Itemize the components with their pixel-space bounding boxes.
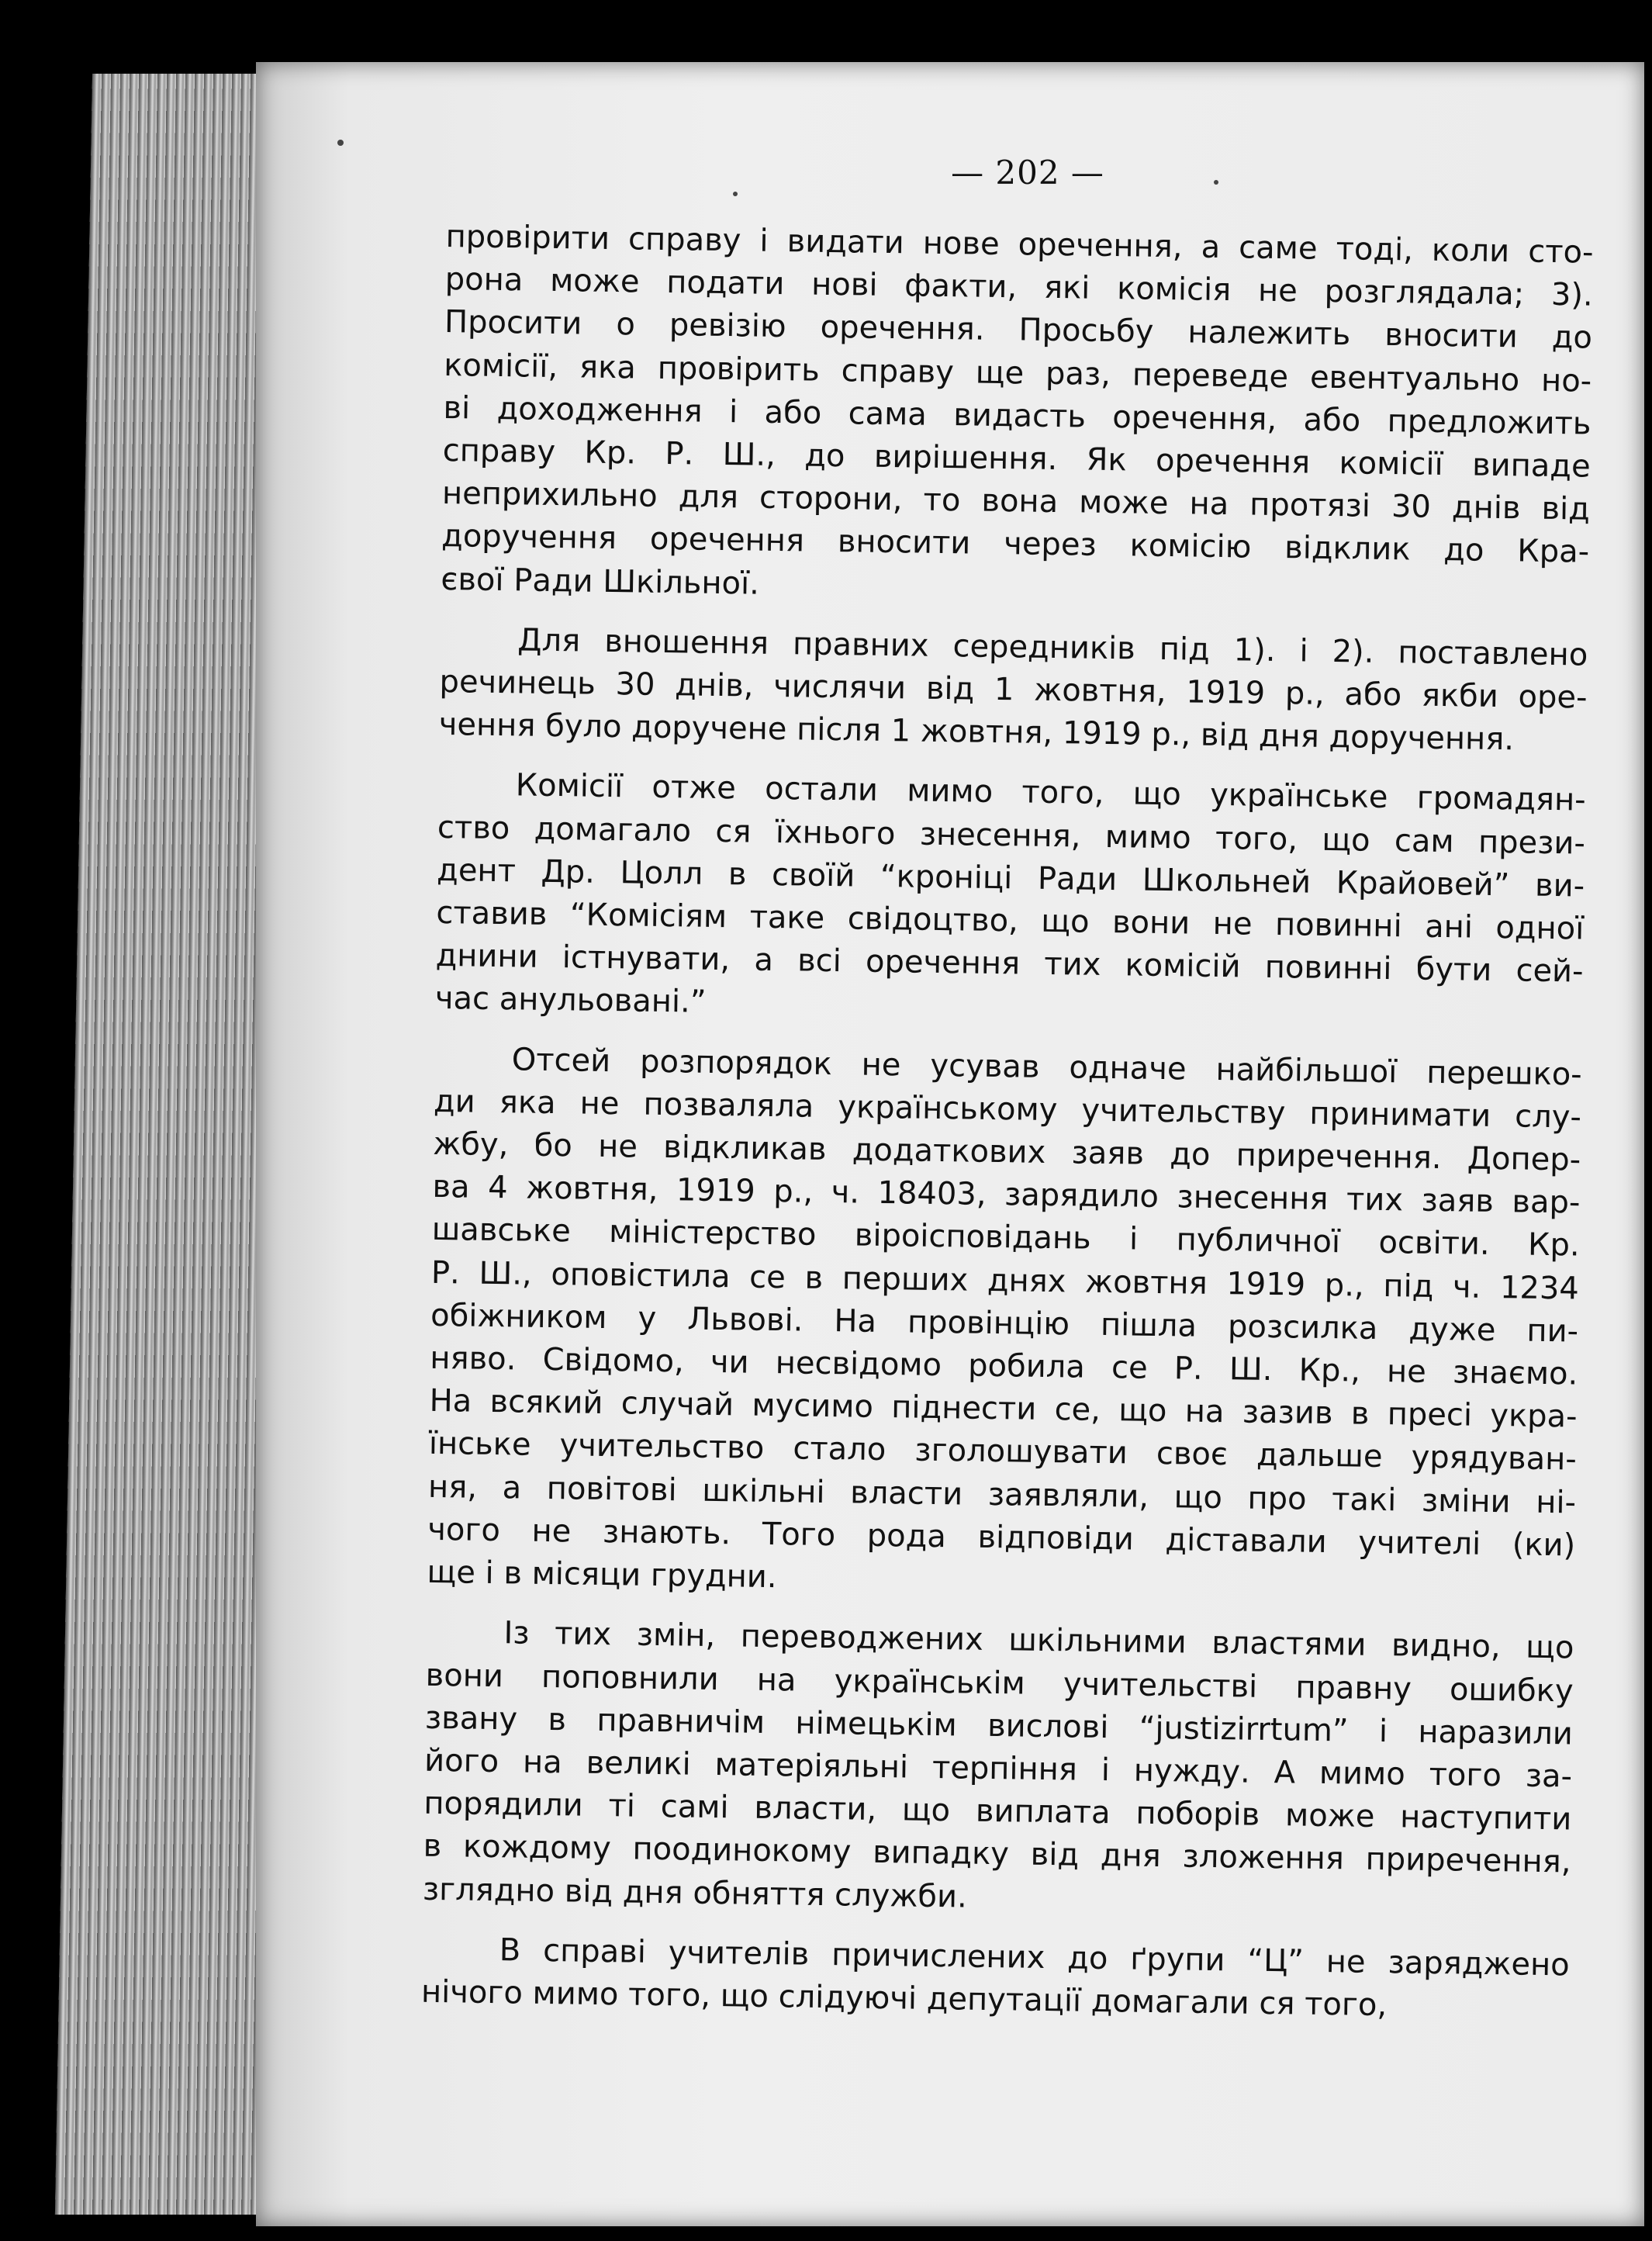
text-line: справу Кр. Р. Ш., до вирішення. Як оречення комісії випаде xyxy=(442,432,1591,485)
dust-speck xyxy=(1214,180,1218,185)
text-line: Отсей розпорядок не усував одначе найбільшої перешко- xyxy=(511,1041,1583,1093)
body-text xyxy=(420,216,1594,2047)
text-line: чення було доручене після 1 жовтня, 1919 р., від дня доручення. xyxy=(438,707,1515,758)
text-line: його на великі матеріяльні терпіння і нужду. А мимо того за- xyxy=(423,1742,1573,1795)
text-line: час анульовані.” xyxy=(434,980,707,1021)
paragraph xyxy=(427,1038,1582,1610)
text-line: днини істнувати, а всі оречення тих комісій повинні бути сей- xyxy=(435,938,1584,990)
text-line: ще і в місяци грудни. xyxy=(427,1554,777,1596)
text-line: ня, а повітові шкільні власти заявляли, що про такі зміни ні- xyxy=(427,1468,1577,1521)
text-line: зглядно від дня обняття служби. xyxy=(422,1871,968,1915)
text-line: Просити о ревізію оречення. Просьбу належить вносити до xyxy=(444,304,1593,357)
text-line: ди яка не позваляла українському учительству принимати слу- xyxy=(433,1083,1582,1136)
text-line: в кождому поодинокому випадку від дня зложення приречення, xyxy=(423,1828,1571,1880)
page-number: — 202 — xyxy=(951,154,1104,192)
text-line: шавське міністерство віроісповідань і публичної освіти. Кр. xyxy=(431,1212,1580,1264)
text-line: В справі учителів причислених до ґрупи “Ц” не заряджено xyxy=(499,1931,1570,1983)
text-line: обіжником у Львові. На провінцію пішла розсилка дуже пи- xyxy=(430,1297,1579,1350)
text-line: нічого мимо того, що слідуючі депутації домагали ся того, xyxy=(420,1973,1388,2024)
text-line: Р. Ш., оповістила се в перших днях жовтня 1919 р., під ч. 1234 xyxy=(430,1254,1580,1307)
text-line: доручення оречення вносити через комісію відклик до Кра- xyxy=(441,518,1590,571)
text-line: дент Др. Цолл в своїй “кроніці Ради Школьней Крайовей” ви- xyxy=(436,852,1585,904)
paragraph xyxy=(441,216,1594,617)
text-line: провірити справу і видати нове оречення, а саме тоді, коли сто- xyxy=(445,218,1594,271)
text-line: вони поповнили на українськім учительстві правну ошибку xyxy=(425,1657,1574,1709)
text-line: няво. Свідомо, чи несвідомо робила се Р. Ш. Кр., не знаємо. xyxy=(430,1340,1578,1392)
text-line: ві доходження і або сама видасть оречення, або предложить xyxy=(443,389,1592,442)
text-line: ставив “Комісіям таке свідоцтво, що вони не повинні ані одної xyxy=(436,894,1585,947)
text-line: ство домагало ся їхнього знесення, мимо того, що сам прези- xyxy=(437,809,1586,862)
paragraph xyxy=(421,1928,1570,2030)
text-line: ва 4 жовтня, 1919 р., ч. 18403, зарядило знесення тих заяв вар- xyxy=(432,1169,1581,1221)
text-line: неприхильно для сторони, то вона може на протязі 30 днів від xyxy=(441,476,1591,527)
dust-speck xyxy=(337,140,344,146)
text-line: комісії, яка провірить справу ще раз, переведе евентуально но- xyxy=(443,347,1592,399)
text-line: рона може подати нові факти, які комісія не розглядала; 3). xyxy=(444,261,1594,313)
paragraph xyxy=(435,763,1586,1036)
text-line: чого не знають. Того рода відповіди діставали учителі (ки) xyxy=(427,1511,1576,1564)
text-line: звану в правничім німецькім вислові “justizirrtum” і наразили xyxy=(424,1700,1574,1752)
text-line: Із тих змін, переводжених шкільними властями видно, що xyxy=(503,1615,1574,1666)
text-line: порядили ті самі власти, що виплата поборів може наступити xyxy=(423,1785,1572,1838)
paragraph xyxy=(438,618,1588,763)
paragraph xyxy=(422,1611,1574,1927)
text-line: їнське учительство стало зголошувати своє дальше урядуван- xyxy=(428,1426,1578,1478)
text-line: На всякий случай мусимо піднести се, що на зазив в пресі укра- xyxy=(429,1383,1578,1435)
text-line: жбу, бо не відкликав додаткових заяв до приречення. Допер- xyxy=(432,1126,1581,1178)
text-line: речинець 30 днів, числячи від 1 жовтня, 1919 р., або якби оре- xyxy=(439,663,1588,716)
text-line: Комісії отже остали мимо того, що українське громадян- xyxy=(515,767,1586,819)
text-line: Для вношення правних середників під 1). і 2). поставлено xyxy=(517,622,1588,673)
text-line: євої Ради Шкільної. xyxy=(441,561,760,602)
dust-speck xyxy=(733,192,738,196)
